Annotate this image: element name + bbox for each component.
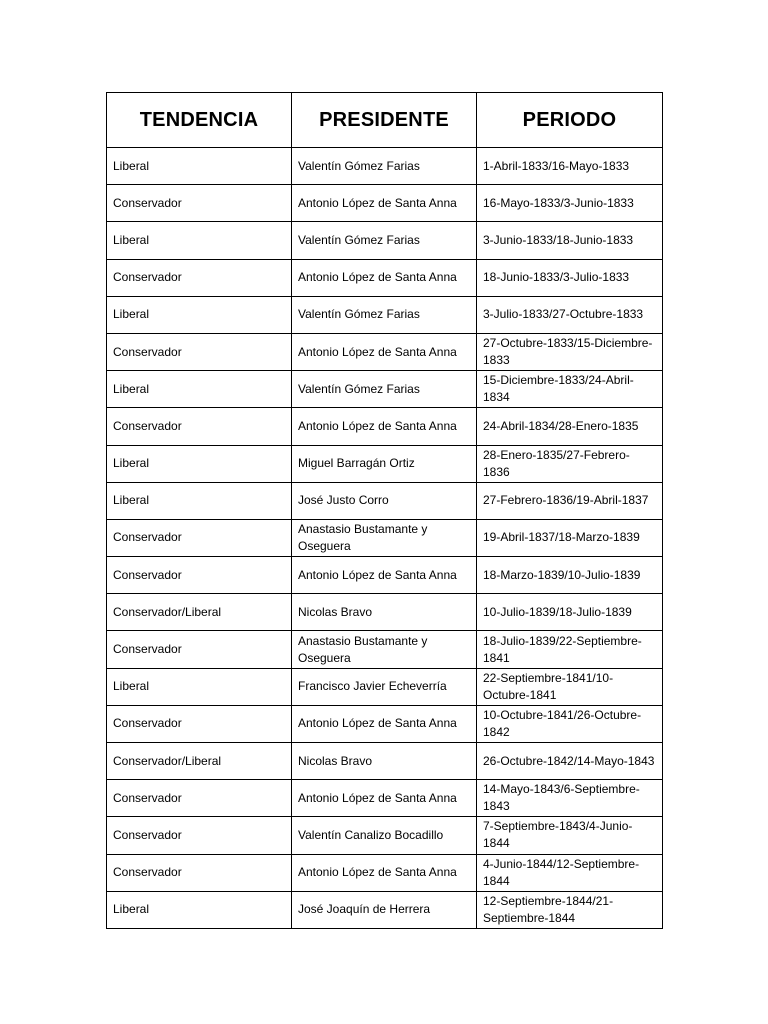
presidente-cell: Francisco Javier Echeverría <box>292 668 477 705</box>
periodo-cell: 10-Octubre-1841/26-Octubre-1842 <box>477 705 663 742</box>
header-tendencia: TENDENCIA <box>107 93 292 148</box>
periodo-cell: 22-Septiembre-1841/10-Octubre-1841 <box>477 668 663 705</box>
presidente-cell: Valentín Gómez Farias <box>292 371 477 408</box>
table-row <box>107 408 663 445</box>
tendencia-cell: Conservador <box>107 519 292 556</box>
presidente-cell: Valentín Canalizo Bocadillo <box>292 817 477 854</box>
periodo-cell: 15-Diciembre-1833/24-Abril-1834 <box>477 371 663 408</box>
periodo-cell: 28-Enero-1835/27-Febrero-1836 <box>477 445 663 482</box>
periodo-cell: 14-Mayo-1843/6-Septiembre-1843 <box>477 780 663 817</box>
periodo-cell: 24-Abril-1834/28-Enero-1835 <box>477 408 663 445</box>
tendencia-cell: Conservador <box>107 631 292 668</box>
periodo-cell: 3-Junio-1833/18-Junio-1833 <box>477 222 663 259</box>
tendencia-cell: Liberal <box>107 891 292 928</box>
table-header <box>107 93 663 148</box>
tendencia-cell: Conservador <box>107 259 292 296</box>
tendencia-cell: Conservador/Liberal <box>107 743 292 780</box>
periodo-cell: 1-Abril-1833/16-Mayo-1833 <box>477 148 663 185</box>
header-periodo: PERIODO <box>477 93 663 148</box>
periodo-cell: 27-Octubre-1833/15-Diciembre-1833 <box>477 333 663 370</box>
tendencia-cell: Conservador <box>107 854 292 891</box>
presidente-cell: Miguel Barragán Ortiz <box>292 445 477 482</box>
presidents-table <box>106 92 663 929</box>
presidente-cell: Antonio López de Santa Anna <box>292 854 477 891</box>
table-row <box>107 148 663 185</box>
periodo-cell: 27-Febrero-1836/19-Abril-1837 <box>477 482 663 519</box>
table-row <box>107 222 663 259</box>
presidente-cell: Antonio López de Santa Anna <box>292 333 477 370</box>
table-row <box>107 445 663 482</box>
periodo-cell: 4-Junio-1844/12-Septiembre-1844 <box>477 854 663 891</box>
presidente-cell: Valentín Gómez Farias <box>292 296 477 333</box>
presidente-cell: Antonio López de Santa Anna <box>292 780 477 817</box>
tendencia-cell: Liberal <box>107 296 292 333</box>
table-row <box>107 631 663 668</box>
presidente-cell: José Joaquín de Herrera <box>292 891 477 928</box>
tendencia-cell: Liberal <box>107 148 292 185</box>
presidente-cell: Nicolas Bravo <box>292 594 477 631</box>
table-row <box>107 557 663 594</box>
table-row <box>107 743 663 780</box>
table-row <box>107 817 663 854</box>
presidente-cell: Antonio López de Santa Anna <box>292 557 477 594</box>
periodo-cell: 16-Mayo-1833/3-Junio-1833 <box>477 185 663 222</box>
tendencia-cell: Conservador <box>107 705 292 742</box>
tendencia-cell: Conservador <box>107 408 292 445</box>
table-row <box>107 296 663 333</box>
table-row <box>107 780 663 817</box>
presidente-cell: Valentín Gómez Farias <box>292 148 477 185</box>
presidente-cell: Antonio López de Santa Anna <box>292 705 477 742</box>
header-presidente: PRESIDENTE <box>292 93 477 148</box>
tendencia-cell: Liberal <box>107 371 292 408</box>
tendencia-cell: Conservador <box>107 333 292 370</box>
table-row <box>107 259 663 296</box>
tendencia-cell: Liberal <box>107 222 292 259</box>
periodo-cell: 10-Julio-1839/18-Julio-1839 <box>477 594 663 631</box>
table-row <box>107 854 663 891</box>
presidente-cell: Nicolas Bravo <box>292 743 477 780</box>
table-row <box>107 891 663 928</box>
tendencia-cell: Conservador <box>107 557 292 594</box>
tendencia-cell: Conservador <box>107 817 292 854</box>
presidente-cell: Anastasio Bustamante y Oseguera <box>292 631 477 668</box>
tendencia-cell: Conservador <box>107 780 292 817</box>
table-row <box>107 333 663 370</box>
periodo-cell: 18-Julio-1839/22-Septiembre-1841 <box>477 631 663 668</box>
table-row <box>107 482 663 519</box>
presidente-cell: Valentín Gómez Farias <box>292 222 477 259</box>
presidente-cell: Antonio López de Santa Anna <box>292 259 477 296</box>
periodo-cell: 18-Marzo-1839/10-Julio-1839 <box>477 557 663 594</box>
tendencia-cell: Liberal <box>107 445 292 482</box>
tendencia-cell: Liberal <box>107 482 292 519</box>
periodo-cell: 7-Septiembre-1843/4-Junio-1844 <box>477 817 663 854</box>
presidente-cell: José Justo Corro <box>292 482 477 519</box>
periodo-cell: 12-Septiembre-1844/21-Septiembre-1844 <box>477 891 663 928</box>
header-row <box>107 93 663 148</box>
table-row <box>107 519 663 556</box>
tendencia-cell: Conservador/Liberal <box>107 594 292 631</box>
periodo-cell: 18-Junio-1833/3-Julio-1833 <box>477 259 663 296</box>
tendencia-cell: Liberal <box>107 668 292 705</box>
table-row <box>107 668 663 705</box>
table-row <box>107 594 663 631</box>
table-row <box>107 705 663 742</box>
presidente-cell: Antonio López de Santa Anna <box>292 185 477 222</box>
presidente-cell: Antonio López de Santa Anna <box>292 408 477 445</box>
tendencia-cell: Conservador <box>107 185 292 222</box>
periodo-cell: 26-Octubre-1842/14-Mayo-1843 <box>477 743 663 780</box>
table-row <box>107 371 663 408</box>
presidente-cell: Anastasio Bustamante y Oseguera <box>292 519 477 556</box>
periodo-cell: 3-Julio-1833/27-Octubre-1833 <box>477 296 663 333</box>
table-row <box>107 185 663 222</box>
periodo-cell: 19-Abril-1837/18-Marzo-1839 <box>477 519 663 556</box>
table-body <box>107 148 663 929</box>
